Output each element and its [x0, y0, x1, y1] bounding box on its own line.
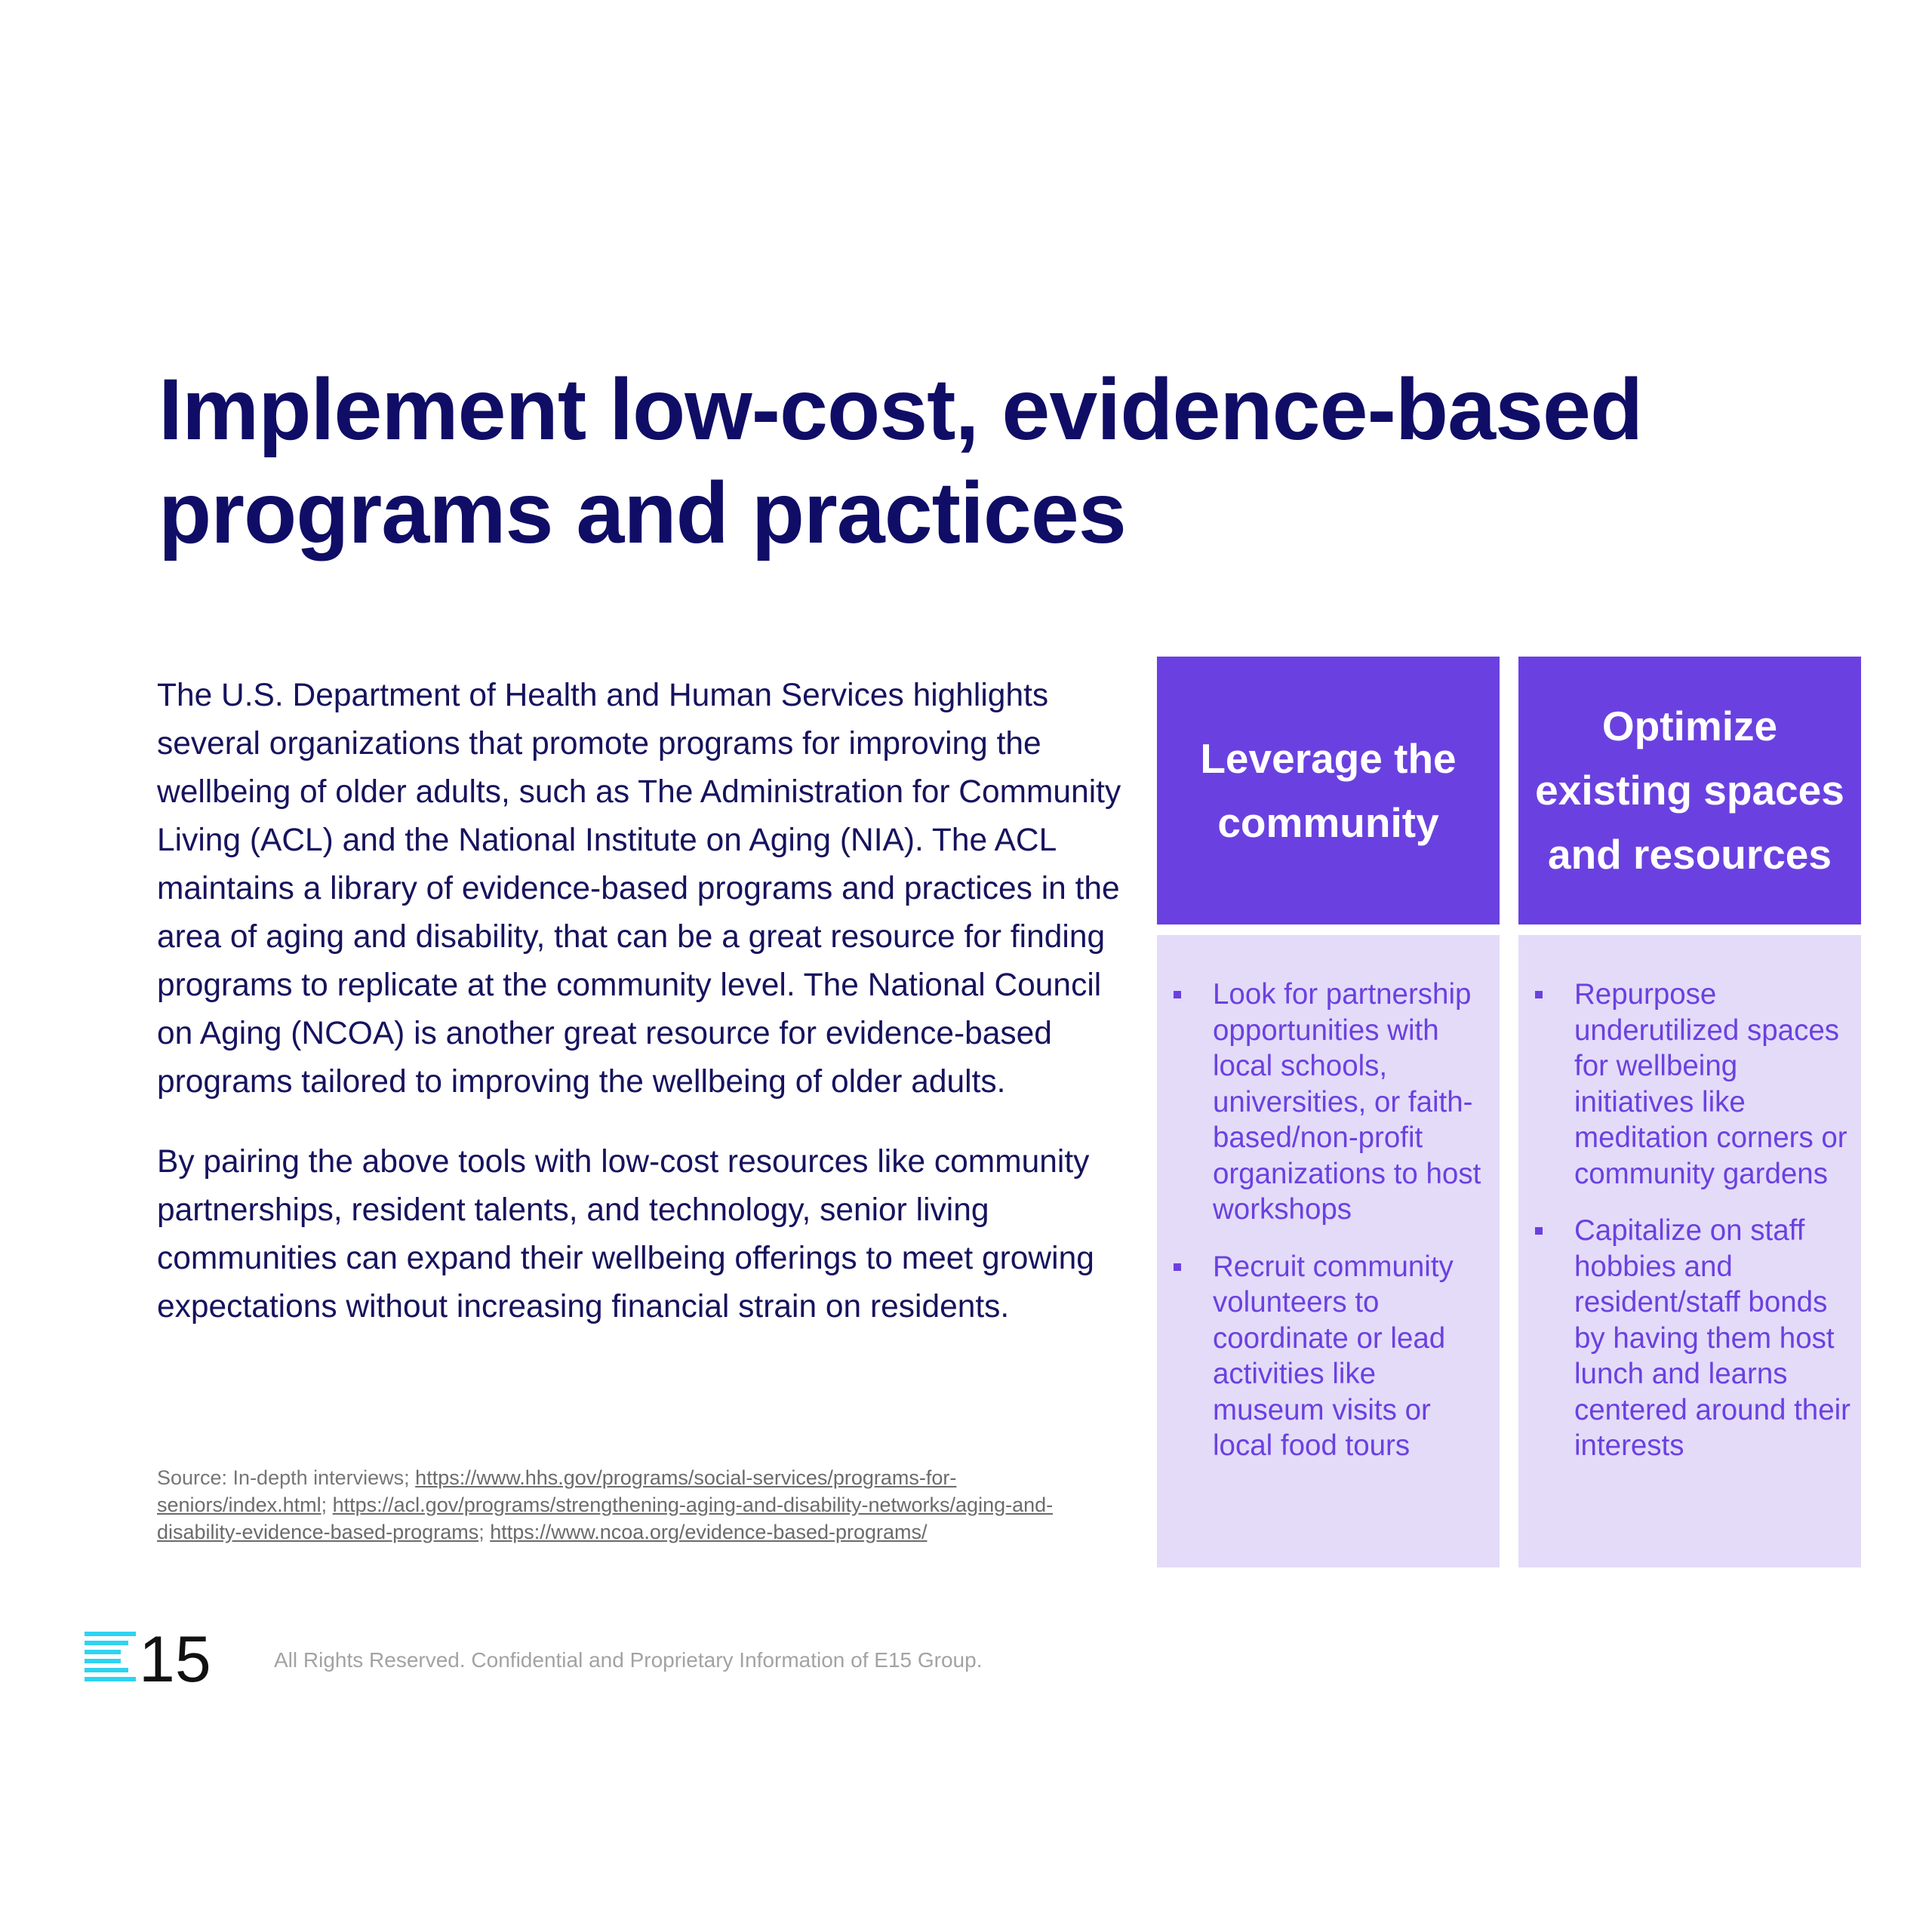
card-heading: Optimize existing spaces and resources — [1535, 703, 1844, 878]
e15-logo — [85, 1632, 217, 1683]
card-body-optimize-spaces — [1518, 935, 1861, 1567]
card-header-optimize-spaces — [1518, 657, 1861, 924]
list-item: Capitalize on staff hobbies and resident/staff bonds by having them host lunch and learns centered around their interests — [1518, 1213, 1861, 1464]
list-item: Recruit community volunteers to coordinate or lead activities like museum visits or local food tours — [1157, 1249, 1500, 1464]
card-body-leverage-community — [1157, 935, 1500, 1567]
card-header-leverage-community — [1157, 657, 1500, 924]
source-prefix: Source: In-depth interviews; — [157, 1466, 416, 1489]
source-link-acl[interactable]: https://acl.gov/programs/strengthening-aging-and-disability-networks/aging-and-disability-evidence-based-programs — [157, 1494, 1054, 1543]
page-title: Implement low-cost, evidence-based programs and practices — [158, 361, 1643, 561]
body-text — [157, 672, 1131, 1363]
list-item: Repurpose underutilized spaces for wellbeing initiatives like meditation corners or community gardens — [1518, 977, 1861, 1192]
source-note: Source: In-depth interviews; https://www.hhs.gov/programs/social-services/programs-for-seniors/index.html; https://acl.gov/programs/strengthening-aging-and-disability-networks/aging-and-disability-evidence-based-programs; https://www.ncoa.org/evidence-based-programs/ — [157, 1466, 1054, 1543]
footer-copyright: All Rights Reserved. Confidential and Proprietary Information of E15 Group. — [274, 1648, 983, 1672]
square-bullet-icon — [1535, 991, 1543, 998]
body-paragraph: By pairing the above tools with low-cost resources like community partnerships, resident talents, and technology, senior living communities can expand their wellbeing offerings to meet growing expectations without increasing financial strain on residents. — [157, 1144, 1094, 1324]
bullet-list — [1157, 977, 1500, 1464]
card-heading: Leverage the community — [1200, 734, 1457, 846]
bullet-list — [1518, 977, 1861, 1464]
square-bullet-icon — [1535, 1227, 1543, 1235]
list-item: Look for partnership opportunities with local schools, universities, or faith-based/non-profit organizations to host workshops — [1157, 977, 1500, 1228]
body-paragraph: The U.S. Department of Health and Human Services highlights several organizations that promote programs for improving the wellbeing of older adults, such as The Administration for Community Living (ACL) and the National Institute on Aging (NIA). The ACL maintains a library of evidence-based programs and practices in the area of aging and disability, that can be a great resource for finding programs to replicate at the community level. The National Council on Aging (NCOA) is another great resource for evidence-based programs tailored to improving the wellbeing of older adults. — [157, 678, 1121, 1100]
logo-number: 15 — [139, 1632, 211, 1683]
square-bullet-icon — [1174, 991, 1181, 998]
source-link-hhs[interactable]: https://www.hhs.gov/programs/social-services/programs-for-seniors/index.html — [157, 1466, 957, 1516]
square-bullet-icon — [1174, 1263, 1181, 1271]
source-link-ncoa[interactable]: https://www.ncoa.org/evidence-based-programs/ — [490, 1521, 928, 1543]
